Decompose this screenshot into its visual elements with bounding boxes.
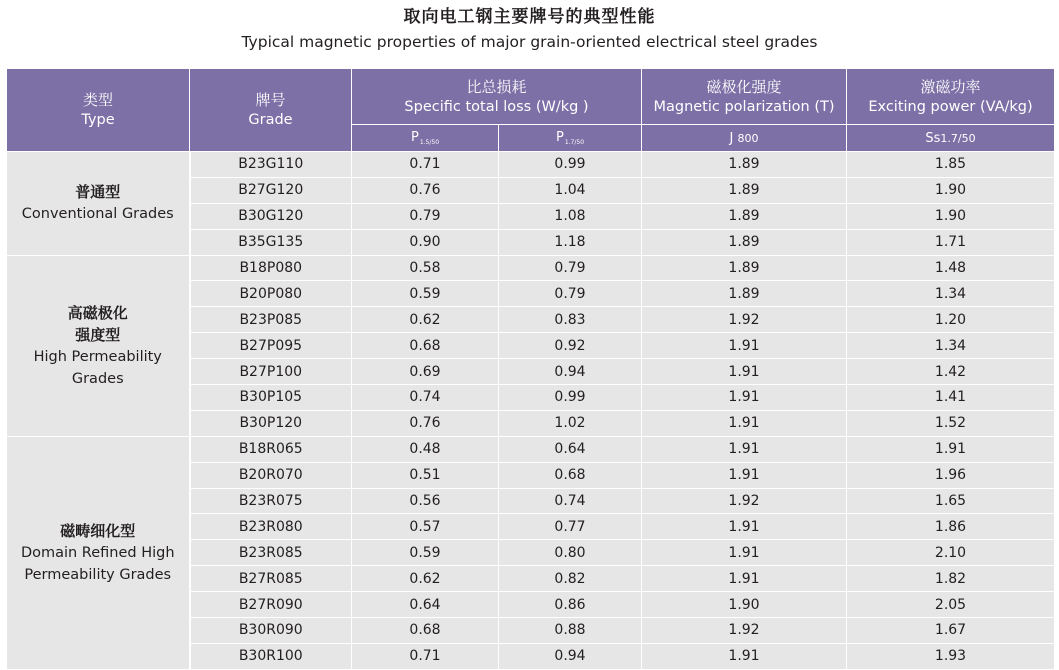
grade-cell: B23R085: [190, 540, 352, 566]
polarization-cell: 1.89: [642, 152, 847, 178]
header-p17: [499, 125, 642, 152]
type-name-en: Grades: [71, 370, 124, 387]
loss-p17-cell: 0.64: [499, 436, 642, 462]
header-p15: [352, 125, 499, 152]
loss-p17-cell: 1.04: [499, 177, 642, 203]
loss-p17-cell: 1.08: [499, 203, 642, 229]
loss-p15-cell: 0.64: [352, 592, 499, 618]
header-ss: [847, 125, 1055, 152]
loss-p15-cell: 0.62: [352, 307, 499, 333]
polarization-cell: 1.92: [642, 307, 847, 333]
loss-p15-cell: 0.59: [352, 281, 499, 307]
type-name-en: High Permeability: [33, 348, 162, 365]
polarization-cell: 1.89: [642, 281, 847, 307]
power-cell: 1.34: [847, 333, 1055, 359]
polarization-cell: 1.91: [642, 359, 847, 385]
power-cell: 1.65: [847, 488, 1055, 514]
header-polarization-cn: 磁极化强度: [706, 77, 782, 96]
grade-cell: B30P105: [190, 385, 352, 411]
loss-p15-cell: 0.76: [352, 410, 499, 436]
header-ss-main: Ss: [925, 130, 941, 146]
polarization-cell: 1.91: [642, 540, 847, 566]
grade-cell: B27P095: [190, 333, 352, 359]
polarization-cell: 1.89: [642, 255, 847, 281]
loss-p15-cell: 0.62: [352, 566, 499, 592]
header-grade: [190, 69, 352, 152]
power-cell: 1.20: [847, 307, 1055, 333]
header-p15-main: P: [410, 130, 419, 145]
title-english: Typical magnetic properties of major grain-oriented electrical steel grades: [241, 33, 818, 51]
header-loss-cn: 比总损耗: [466, 77, 527, 96]
table-row: [7, 152, 1055, 178]
header-polarization: [642, 69, 847, 125]
loss-p15-cell: 0.56: [352, 488, 499, 514]
loss-p15-cell: 0.51: [352, 462, 499, 488]
type-name-cn: 磁畴细化型: [60, 521, 136, 540]
loss-p15-cell: 0.79: [352, 203, 499, 229]
type-name-cn: 强度型: [75, 325, 121, 344]
polarization-cell: 1.91: [642, 643, 847, 669]
loss-p17-cell: 0.79: [499, 255, 642, 281]
power-cell: 1.48: [847, 255, 1055, 281]
loss-p17-cell: 0.88: [499, 618, 642, 644]
power-cell: 1.85: [847, 152, 1055, 178]
polarization-cell: 1.92: [642, 618, 847, 644]
loss-p15-cell: 0.74: [352, 385, 499, 411]
polarization-cell: 1.91: [642, 566, 847, 592]
power-cell: 1.41: [847, 385, 1055, 411]
header-j800: [642, 125, 847, 152]
loss-p17-cell: 0.79: [499, 281, 642, 307]
table-row: [7, 255, 1055, 281]
grade-cell: B18P080: [190, 255, 352, 281]
loss-p17-cell: 0.68: [499, 462, 642, 488]
loss-p17-cell: 1.18: [499, 229, 642, 255]
type-cell: [7, 255, 190, 436]
loss-p15-cell: 0.71: [352, 152, 499, 178]
header-loss-en: Specific total loss (W/kg ): [404, 98, 589, 115]
power-cell: 1.42: [847, 359, 1055, 385]
polarization-cell: 1.91: [642, 333, 847, 359]
loss-p17-cell: 0.99: [499, 152, 642, 178]
grade-cell: B27R085: [190, 566, 352, 592]
header-power: [847, 69, 1055, 125]
power-cell: 2.05: [847, 592, 1055, 618]
loss-p15-cell: 0.57: [352, 514, 499, 540]
polarization-cell: 1.92: [642, 488, 847, 514]
grade-cell: B23P085: [190, 307, 352, 333]
header-p17-main: P: [555, 130, 564, 145]
header-power-en: Exciting power (VA/kg): [868, 98, 1033, 115]
grade-cell: B23R075: [190, 488, 352, 514]
header-loss: [352, 69, 642, 125]
power-cell: 1.71: [847, 229, 1055, 255]
power-cell: 1.67: [847, 618, 1055, 644]
type-name-cn: 高磁极化: [67, 303, 128, 322]
loss-p15-cell: 0.59: [352, 540, 499, 566]
grade-cell: B30R100: [190, 643, 352, 669]
header-polarization-en: Magnetic polarization (T): [653, 98, 835, 115]
grade-cell: B35G135: [190, 229, 352, 255]
polarization-cell: 1.91: [642, 410, 847, 436]
loss-p17-cell: 0.82: [499, 566, 642, 592]
loss-p15-cell: 0.71: [352, 643, 499, 669]
power-cell: 2.10: [847, 540, 1055, 566]
title-chinese: 取向电工钢主要牌号的典型性能: [403, 7, 656, 27]
grade-cell: B30G120: [190, 203, 352, 229]
grade-cell: B27G120: [190, 177, 352, 203]
loss-p15-cell: 0.76: [352, 177, 499, 203]
type-name-en: Conventional Grades: [21, 206, 174, 223]
power-cell: 1.90: [847, 177, 1055, 203]
table-header: [7, 69, 1055, 152]
power-cell: 1.82: [847, 566, 1055, 592]
grade-cell: B27P100: [190, 359, 352, 385]
type-name-en: Domain Refined High: [20, 544, 175, 561]
loss-p15-cell: 0.68: [352, 618, 499, 644]
type-cell: [7, 436, 190, 669]
loss-p15-cell: 0.58: [352, 255, 499, 281]
power-cell: 1.93: [847, 643, 1055, 669]
table-row: [7, 436, 1055, 462]
power-cell: 1.91: [847, 436, 1055, 462]
loss-p17-cell: 0.86: [499, 592, 642, 618]
polarization-cell: 1.89: [642, 203, 847, 229]
loss-p17-cell: 0.74: [499, 488, 642, 514]
table-body: [7, 152, 1055, 670]
grade-cell: B23G110: [190, 152, 352, 178]
loss-p15-cell: 0.68: [352, 333, 499, 359]
loss-p17-cell: 0.83: [499, 307, 642, 333]
loss-p17-cell: 0.94: [499, 643, 642, 669]
type-name-cn: 普通型: [75, 183, 121, 202]
loss-p17-cell: 0.80: [499, 540, 642, 566]
loss-p15-cell: 0.69: [352, 359, 499, 385]
header-type: [7, 69, 190, 152]
loss-p17-cell: 0.94: [499, 359, 642, 385]
grade-cell: B18R065: [190, 436, 352, 462]
power-cell: 1.34: [847, 281, 1055, 307]
loss-p17-cell: 0.77: [499, 514, 642, 540]
polarization-cell: 1.89: [642, 177, 847, 203]
polarization-cell: 1.91: [642, 514, 847, 540]
polarization-cell: 1.91: [642, 436, 847, 462]
grade-cell: B30P120: [190, 410, 352, 436]
polarization-cell: 1.90: [642, 592, 847, 618]
type-cell: [7, 152, 190, 256]
header-p15-sub: 1.5/50: [419, 139, 440, 146]
grade-cell: B20P080: [190, 281, 352, 307]
polarization-cell: 1.89: [642, 229, 847, 255]
loss-p15-cell: 0.90: [352, 229, 499, 255]
header-type-en: Type: [81, 112, 115, 128]
type-name-en: Permeability Grades: [24, 566, 172, 583]
grade-cell: B20R070: [190, 462, 352, 488]
power-cell: 1.86: [847, 514, 1055, 540]
header-power-cn: 激磁功率: [920, 77, 981, 96]
grade-cell: B30R090: [190, 618, 352, 644]
loss-p17-cell: 1.02: [499, 410, 642, 436]
polarization-cell: 1.91: [642, 385, 847, 411]
power-cell: 1.52: [847, 410, 1055, 436]
header-j800-sub: 800: [737, 131, 759, 145]
header-grade-cn: 牌号: [255, 91, 286, 109]
polarization-cell: 1.91: [642, 462, 847, 488]
loss-p15-cell: 0.48: [352, 436, 499, 462]
title-block: [0, 0, 1059, 66]
grade-cell: B23R080: [190, 514, 352, 540]
header-grade-en: Grade: [248, 112, 293, 128]
header-type-cn: 类型: [82, 91, 113, 109]
grade-cell: B27R090: [190, 592, 352, 618]
properties-table: [6, 68, 1055, 670]
power-cell: 1.96: [847, 462, 1055, 488]
loss-p17-cell: 0.99: [499, 385, 642, 411]
header-ss-sub: 1.7/50: [940, 131, 976, 145]
loss-p17-cell: 0.92: [499, 333, 642, 359]
header-j800-main: J: [729, 130, 734, 146]
header-p17-sub: 1.7/50: [564, 139, 585, 146]
power-cell: 1.90: [847, 203, 1055, 229]
